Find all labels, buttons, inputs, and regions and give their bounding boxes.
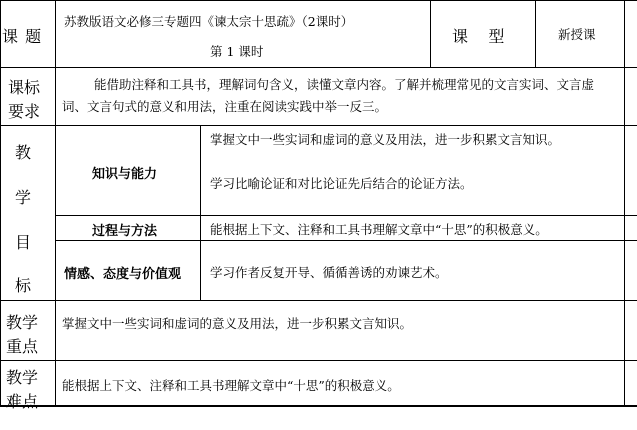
table-border-right (624, 0, 625, 407)
objectives-label-char: 标 (15, 276, 32, 295)
standard-label-line2: 要求 (8, 102, 41, 121)
objective-line: 能根据上下文、注释和工具书理解文章中“十思”的积极意义。 (210, 222, 548, 237)
row-divider (0, 300, 637, 301)
course-label: 课 题 (2, 27, 43, 46)
col-divider (55, 0, 56, 407)
row-divider (0, 125, 637, 126)
col-divider (200, 125, 201, 300)
course-title: 苏教版语文必修三专题四《谏太宗十思疏》（2课时） (64, 14, 354, 29)
row-divider (0, 360, 637, 361)
objectives-label-char: 学 (15, 188, 32, 207)
standard-label-line1: 课标 (8, 78, 41, 97)
difficulties-label-line1: 教学 (6, 368, 39, 387)
table-border-left (0, 0, 1, 407)
key-points-text: 掌握文中一些实词和虚词的意义及用法，进一步积累文言知识。 (62, 316, 413, 331)
row-divider (0, 67, 637, 68)
standard-text: 能借助注释和工具书，理解词句含义，读懂文章内容。了解并梳理常见的文言实词、文言虚词、文言句式的意义和用法，注重在阅读实践中举一反三。 (62, 77, 595, 114)
table-border-top (0, 0, 637, 1)
row-divider (55, 240, 637, 241)
col-divider (535, 0, 536, 67)
table-border-bottom (0, 405, 637, 407)
objective-line: 学习比喻论证和对比论证先后结合的论证方法。 (210, 176, 473, 191)
lesson-number: 第 1 课时 (210, 44, 264, 59)
objective-line: 掌握文中一些实词和虚词的意义及用法，进一步积累文言知识。 (210, 132, 561, 147)
difficulties-label-line2: 难点 (6, 392, 39, 411)
dimension-attitude: 情感、态度与价值观 (64, 267, 182, 282)
dimension-knowledge: 知识与能力 (92, 167, 158, 182)
type-label: 课 型 (452, 27, 505, 46)
key-points-label-line1: 教学 (6, 313, 39, 332)
row-divider (55, 215, 637, 216)
key-points-label-line2: 重点 (6, 337, 39, 356)
difficulties-text: 能根据上下文、注释和工具书理解文章中“十思”的积极意义。 (62, 378, 400, 393)
objective-line: 学习作者反复开导、循循善诱的劝谏艺术。 (210, 265, 448, 280)
type-value: 新授课 (558, 27, 596, 42)
col-divider (430, 0, 431, 67)
objectives-label-char: 目 (15, 233, 32, 252)
objectives-label-char: 教 (15, 143, 32, 162)
dimension-process: 过程与方法 (92, 224, 158, 239)
